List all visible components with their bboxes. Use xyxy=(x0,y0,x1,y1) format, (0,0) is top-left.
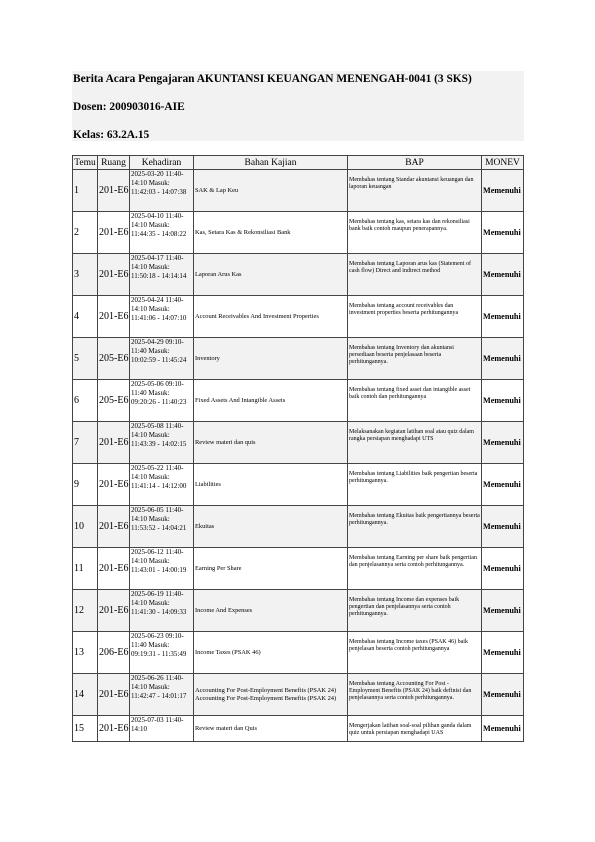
cell-monev: Memenuhi xyxy=(482,548,524,590)
cell-bap: Membahas tentang Inventory dan akuntansi persediaan beserta penjelasaan beserta perhitungannya. xyxy=(348,338,482,380)
cell-ruang: 201-E6 xyxy=(98,296,130,338)
cell-temu: 15 xyxy=(73,716,98,742)
document-header xyxy=(72,71,524,141)
class-id: Kelas: 63.2A.15 xyxy=(73,129,150,141)
cell-bap: Membahas tentang Liabilities baik pengertian beserta perhitungannya. xyxy=(348,464,482,506)
cell-temu: 6 xyxy=(73,380,98,422)
cell-bap: Membahas tentang Ekuitas baik pengertiannya beserta perhitungannya. xyxy=(348,506,482,548)
cell-bahan-kajian: Review materi dan quis xyxy=(194,422,348,464)
cell-kehadiran: 2025-06-19 11:40-14:10 Masuk: 11:41:30 - 14:09:33 xyxy=(130,590,194,632)
cell-ruang: 201-E6 xyxy=(98,464,130,506)
cell-ruang: 205-E6 xyxy=(98,338,130,380)
teaching-record-table xyxy=(72,155,524,742)
table-row xyxy=(73,338,524,380)
cell-ruang: 206-E6 xyxy=(98,632,130,674)
table-body xyxy=(73,170,524,742)
cell-bap: Membahas tentang Income dan expenses baik pengertian dan penjelasannya serta contoh perhitungannya. xyxy=(348,590,482,632)
cell-ruang: 205-E6 xyxy=(98,380,130,422)
cell-monev: Memenuhi xyxy=(482,464,524,506)
cell-kehadiran: 2025-05-22 11:40-14:10 Masuk: 11:41:14 - 14:12:00 xyxy=(130,464,194,506)
col-header-bahan-kajian: Bahan Kajian xyxy=(194,156,348,170)
table-row xyxy=(73,590,524,632)
cell-temu: 9 xyxy=(73,464,98,506)
cell-monev: Memenuhi xyxy=(482,296,524,338)
col-header-monev: MONEV xyxy=(482,156,524,170)
cell-bap: Membahas tentang fixed asset dan intangible asset baik contoh dan perhitungannya xyxy=(348,380,482,422)
table-row xyxy=(73,170,524,212)
cell-bahan-kajian: Account Receivables And Investment Properties xyxy=(194,296,348,338)
col-header-kehadiran: Kehadiran xyxy=(130,156,194,170)
cell-monev: Memenuhi xyxy=(482,632,524,674)
cell-kehadiran: 2025-03-20 11:40-14:10 Masuk: 11:42:03 - 14:07:38 xyxy=(130,170,194,212)
cell-ruang: 201-E6 xyxy=(98,548,130,590)
cell-kehadiran: 2025-05-06 09:10-11:40 Masuk: 09:20:26 - 11:40:23 xyxy=(130,380,194,422)
cell-bap: Membahas tentang Earning per share baik pengertian dan penjelasannya serta contoh perhitungannya. xyxy=(348,548,482,590)
cell-ruang: 201-E6 xyxy=(98,170,130,212)
table-row xyxy=(73,212,524,254)
cell-temu: 7 xyxy=(73,422,98,464)
cell-bahan-kajian: Earning Per Share xyxy=(194,548,348,590)
cell-bahan-kajian: Inventory xyxy=(194,338,348,380)
cell-kehadiran: 2025-06-05 11:40-14:10 Masuk: 11:53:52 - 14:04:21 xyxy=(130,506,194,548)
cell-monev: Memenuhi xyxy=(482,422,524,464)
cell-monev: Memenuhi xyxy=(482,338,524,380)
table-header-row xyxy=(73,156,524,170)
cell-monev: Memenuhi xyxy=(482,674,524,716)
cell-ruang: 201-E6 xyxy=(98,254,130,296)
cell-temu: 13 xyxy=(73,632,98,674)
cell-monev: Memenuhi xyxy=(482,506,524,548)
cell-monev: Memenuhi xyxy=(482,170,524,212)
cell-temu: 14 xyxy=(73,674,98,716)
table-row xyxy=(73,632,524,674)
table-row xyxy=(73,506,524,548)
cell-kehadiran: 2025-06-23 09:10-11:40 Masuk: 09:19:31 - 11:35:49 xyxy=(130,632,194,674)
cell-bahan-kajian: Review materi dan Quis xyxy=(194,716,348,742)
cell-bap: Membahas tentang kas, setara kas dan rekonsiliasi bank baik contoh maupun penerapannya. xyxy=(348,212,482,254)
cell-kehadiran: 2025-06-26 11:40-14:10 Masuk: 11:42:47 - 14:01:17 xyxy=(130,674,194,716)
cell-ruang: 201-E6 xyxy=(98,422,130,464)
table-row xyxy=(73,254,524,296)
cell-temu: 11 xyxy=(73,548,98,590)
document-title: Berita Acara Pengajaran AKUNTANSI KEUANGAN MENENGAH-0041 (3 SKS) xyxy=(73,73,472,85)
cell-kehadiran: 2025-07-03 11:40-14:10 xyxy=(130,716,194,742)
cell-bahan-kajian: Liabilities xyxy=(194,464,348,506)
cell-monev: Memenuhi xyxy=(482,716,524,742)
cell-ruang: 201-E6 xyxy=(98,212,130,254)
cell-bahan-kajian: Kas, Setara Kas & Rekonsiliasi Bank xyxy=(194,212,348,254)
cell-kehadiran: 2025-04-29 09:10-11:40 Masuk: 10:02:59 - 11:45:24 xyxy=(130,338,194,380)
table-row xyxy=(73,716,524,742)
cell-ruang: 201-E6 xyxy=(98,674,130,716)
table-row xyxy=(73,422,524,464)
cell-bahan-kajian: Income Taxes (PSAK 46) xyxy=(194,632,348,674)
lecturer-id: Dosen: 200903016-AIE xyxy=(73,101,185,113)
cell-monev: Memenuhi xyxy=(482,590,524,632)
table-row xyxy=(73,464,524,506)
cell-bap: Melaksanakan kegiatan latihan soal atau quiz dalam rangka persiapan menghadapi UTS xyxy=(348,422,482,464)
cell-bap: Mengerjakan latihan soal-soal pilihan ganda dalam quiz untuk persiapan menghadapi UAS xyxy=(348,716,482,742)
cell-temu: 5 xyxy=(73,338,98,380)
cell-bap: Membahas tentang Income taxes (PSAK 46) baik penjelasan beserta contoh perhitungannya xyxy=(348,632,482,674)
cell-temu: 2 xyxy=(73,212,98,254)
cell-bap: Membahas tentang account receivables dan investment properties beserta perhitungannya xyxy=(348,296,482,338)
cell-temu: 10 xyxy=(73,506,98,548)
table-row xyxy=(73,380,524,422)
cell-monev: Memenuhi xyxy=(482,380,524,422)
cell-monev: Memenuhi xyxy=(482,254,524,296)
col-header-temu: Temu xyxy=(74,157,96,168)
table-row xyxy=(73,296,524,338)
table-row xyxy=(73,674,524,716)
cell-temu: 12 xyxy=(73,590,98,632)
cell-kehadiran: 2025-04-17 11:40-14:10 Masuk: 11:50:18 - 14:14:14 xyxy=(130,254,194,296)
cell-bahan-kajian: SAK & Lap Keu xyxy=(194,170,348,212)
cell-bahan-kajian: Fixed Assets And Intangible Assets xyxy=(194,380,348,422)
cell-bahan-kajian: Ekuitas xyxy=(194,506,348,548)
cell-bahan-kajian: Income And Expenses xyxy=(194,590,348,632)
cell-bahan-kajian: Accounting For Post-Employment Benefits (PSAK 24) Accounting For Post-Employment Benefits (PSAK 24) xyxy=(194,674,348,716)
cell-ruang: 201-E6 xyxy=(98,716,130,742)
cell-bap: Membahas tentang Laporan arus kas (Statement of cash flow) Direct and indirect method xyxy=(348,254,482,296)
cell-monev: Memenuhi xyxy=(482,212,524,254)
cell-temu: 1 xyxy=(73,170,98,212)
cell-bahan-kajian: Laporan Arus Kas xyxy=(194,254,348,296)
col-header-bap: BAP xyxy=(348,156,482,170)
cell-kehadiran: 2025-06-12 11:40-14:10 Masuk: 11:43:01 - 14:00:19 xyxy=(130,548,194,590)
cell-bap: Membahas tentang Standar akuntansi keuangan dan laporan keuangan xyxy=(348,170,482,212)
cell-ruang: 201-E6 xyxy=(98,590,130,632)
cell-ruang: 201-E6 xyxy=(98,506,130,548)
cell-temu: 4 xyxy=(73,296,98,338)
cell-temu: 3 xyxy=(73,254,98,296)
cell-kehadiran: 2025-04-10 11:40-14:10 Masuk: 11:44:35 - 14:08:22 xyxy=(130,212,194,254)
cell-kehadiran: 2025-05-08 11:40-14:10 Masuk: 11:43:39 - 14:02:15 xyxy=(130,422,194,464)
col-header-ruang: Ruang xyxy=(98,156,130,170)
cell-kehadiran: 2025-04-24 11:40-14:10 Masuk: 11:41:06 - 14:07:10 xyxy=(130,296,194,338)
cell-bap: Membahas tentang Accounting For Post - Employment Benefits (PSAK 24) baik definisi dan penjelasannya serta contoh perhitungannya. xyxy=(348,674,482,716)
table-row xyxy=(73,548,524,590)
